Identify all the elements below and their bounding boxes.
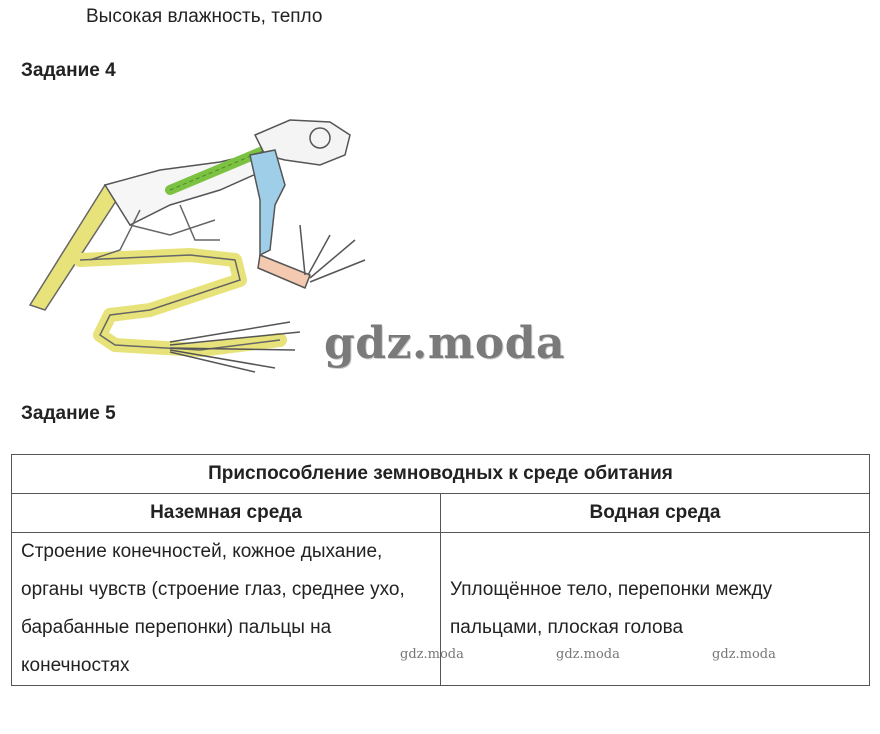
watermark-small: gdz.moda <box>712 647 776 662</box>
land-adaptations-cell: Строение конечностей, кожное дыхание, органы чувств (строение глаз, среднее ухо, барабанные перепонки) пальцы на конечностях <box>12 533 441 686</box>
watermark-small: gdz.moda <box>556 647 620 662</box>
table-row <box>12 533 870 686</box>
table-header-row <box>12 494 870 533</box>
column-header-land: Наземная среда <box>12 494 441 533</box>
task-5-heading: Задание 5 <box>21 403 116 424</box>
water-adaptations-cell: Уплощённое тело, перепонки между пальцами, плоская голова <box>441 533 870 686</box>
watermark-large: gdz.moda <box>324 318 566 369</box>
column-header-water: Водная среда <box>441 494 870 533</box>
previous-answer-text: Высокая влажность, тепло <box>86 6 323 27</box>
table-title: Приспособление земноводных к среде обитания <box>12 455 870 494</box>
table-title-row <box>12 455 870 494</box>
watermark-small: gdz.moda <box>400 647 464 662</box>
task-4-heading: Задание 4 <box>21 60 116 81</box>
